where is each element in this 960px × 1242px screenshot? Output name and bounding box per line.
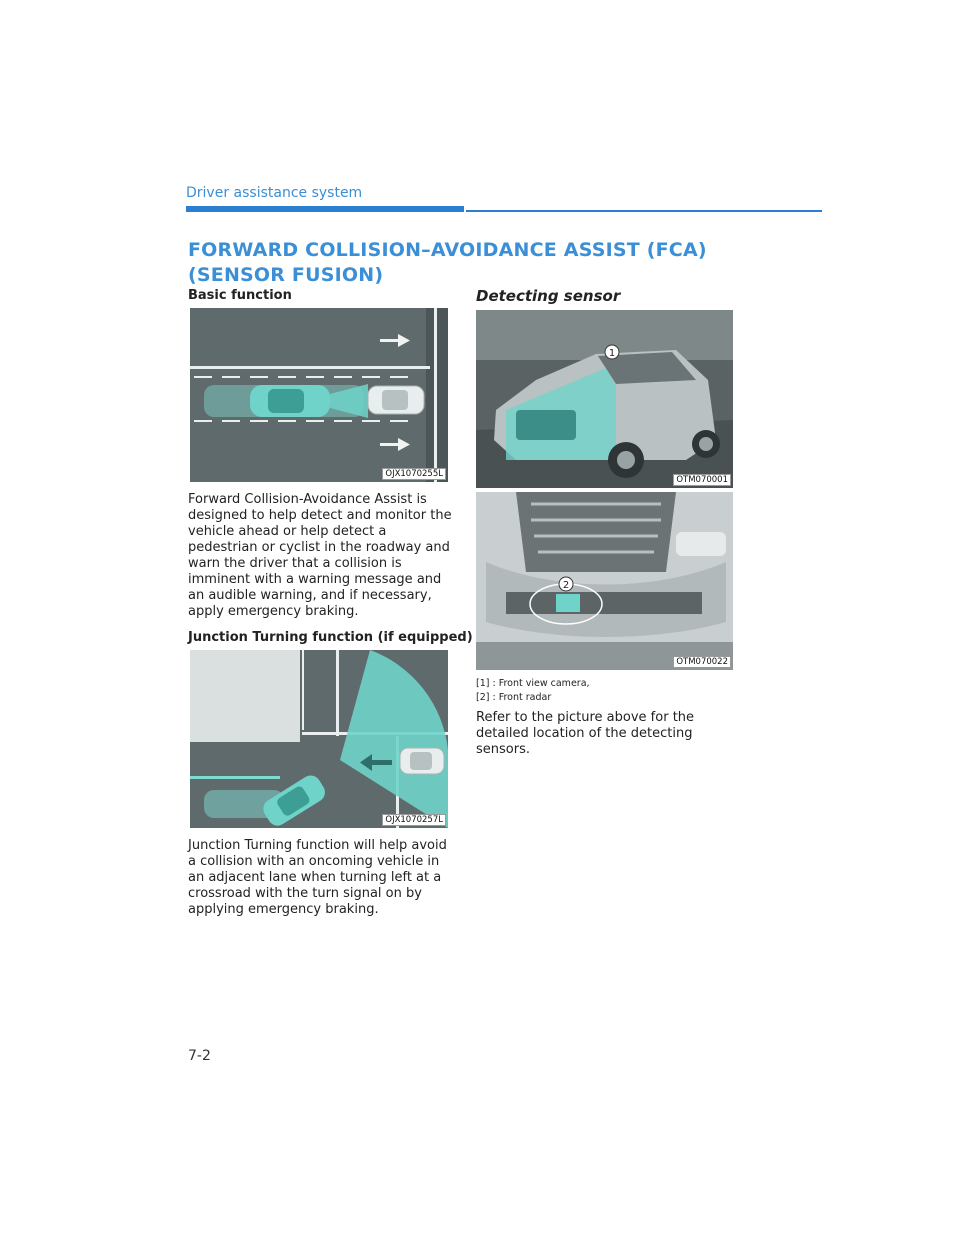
grille-radar-illustration (476, 492, 733, 670)
detecting-sensor-text: Refer to the picture above for the detailed location of the detecting sensors. (476, 710, 695, 757)
figure-code: OJX1070255L (382, 468, 446, 480)
figure-front-radar (476, 492, 733, 670)
figure-code: OTM070001 (673, 474, 731, 486)
suv-camera-illustration (476, 310, 733, 488)
header-rule-thick (186, 206, 464, 212)
junction-illustration (190, 650, 448, 828)
marker-radar: 2 (562, 580, 570, 591)
legend-front-camera: [1] : Front view camera, (476, 678, 590, 689)
junction-turning-text: Junction Turning function will help avoid a collision with an oncoming vehicle in an adjacent lane when turning left at a crossroad with the turn signal on by applying emergency braking. (188, 838, 447, 917)
figure-code: OJX1070257L (382, 814, 446, 826)
section-label: Driver assistance system (186, 185, 363, 201)
detecting-sensor-heading: Detecting sensor (476, 287, 621, 305)
page-title: FORWARD COLLISION–AVOIDANCE ASSIST (FCA) (SENSOR FUSION) (188, 239, 707, 286)
legend-front-radar: [2] : Front radar (476, 692, 552, 703)
figure-code: OTM070022 (673, 656, 731, 668)
figure-junction-turning (190, 650, 448, 828)
junction-turning-heading: Junction Turning function (if equipped) (188, 630, 473, 645)
figure-basic-function (190, 308, 448, 482)
basic-function-text: Forward Collision-Avoidance Assist is designed to help detect and monitor the vehicle ahead or help detect a pedestrian or cyclist in the roadway and warn the driver that a collision is imminent with a warning message and an audible warning, and if necessary, apply emergency braking. (188, 492, 452, 619)
page-number: 7-2 (188, 1048, 211, 1064)
header-rule-thin (466, 210, 822, 212)
figure-front-camera (476, 310, 733, 488)
road-illustration (190, 308, 448, 482)
basic-function-heading: Basic function (188, 288, 292, 303)
marker-camera: 1 (608, 348, 616, 359)
